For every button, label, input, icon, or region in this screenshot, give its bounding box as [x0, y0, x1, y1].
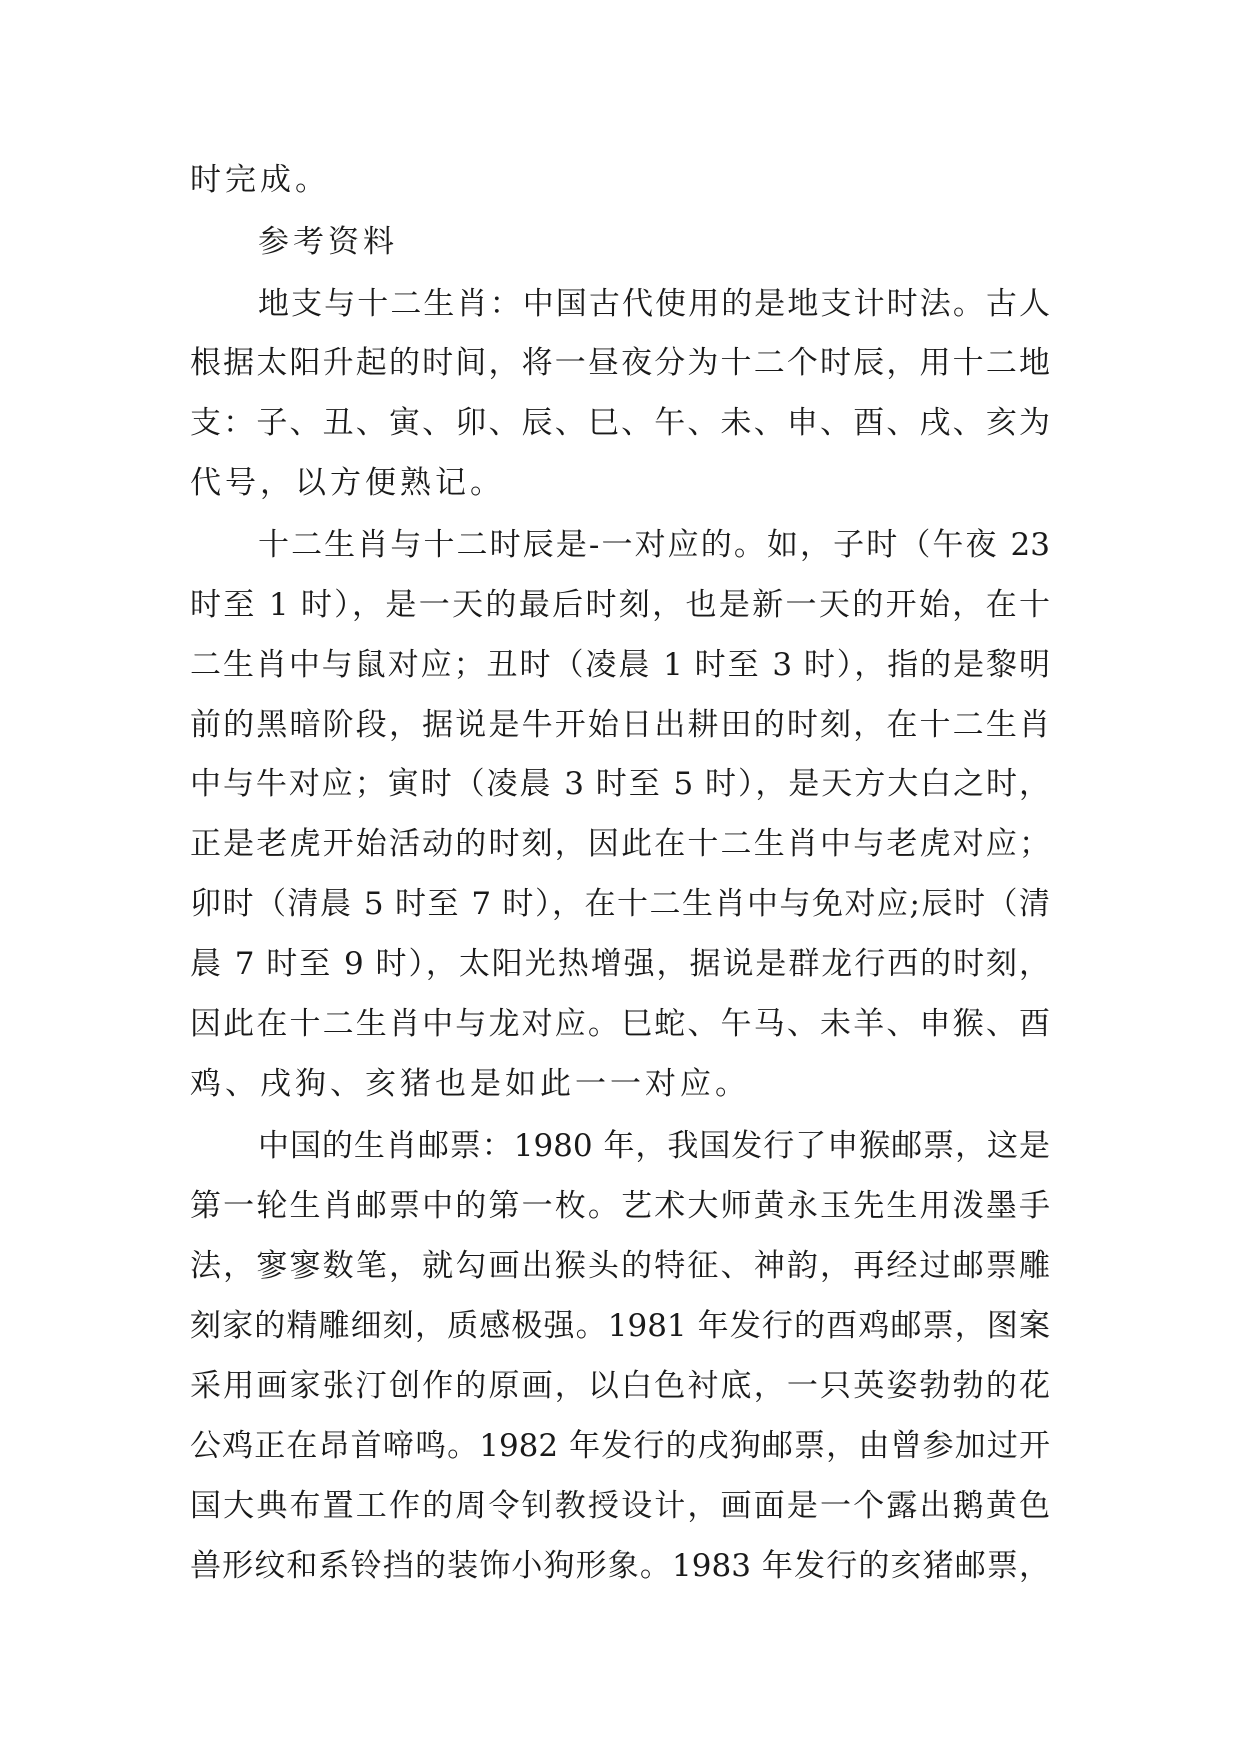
section-heading: 参考资料	[258, 224, 398, 260]
text-line: 代号，以方便熟记。	[190, 465, 505, 501]
text-line: 根据太阳升起的时间，将一昼夜分为十二个时辰，用十二地	[190, 345, 1050, 381]
text-line: 支：子、丑、寅、卯、辰、巳、午、未、申、酉、戌、亥为	[190, 405, 1050, 441]
text-line: 第一轮生肖邮票中的第一枚。艺术大师黄永玉先生用泼墨手	[190, 1188, 1050, 1224]
text-line: 中与牛对应；寅时（凌晨 3 时至 5 时），是天方大白之时，	[190, 766, 1050, 802]
text-line: 中国的生肖邮票：1980 年，我国发行了申猴邮票，这是	[258, 1128, 1050, 1164]
text-line: 二生肖中与鼠对应；丑时（凌晨 1 时至 3 时），指的是黎明	[190, 647, 1050, 683]
text-line: 时至 1 时），是一天的最后时刻，也是新一天的开始，在十	[190, 587, 1050, 623]
text-line: 前的黑暗阶段，据说是牛开始日出耕田的时刻，在十二生肖	[190, 707, 1050, 743]
text-line: 鸡、戌狗、亥猪也是如此一一对应。	[190, 1066, 750, 1102]
text-line: 国大典布置工作的周令钊教授设计，画面是一个露出鹅黄色	[190, 1488, 1050, 1524]
text-line: 地支与十二生肖：中国古代使用的是地支计时法。古人	[258, 286, 1050, 322]
text-line: 采用画家张汀创作的原画，以白色衬底，一只英姿勃勃的花	[190, 1368, 1050, 1404]
text-line: 正是老虎开始活动的时刻，因此在十二生肖中与老虎对应；	[190, 826, 1050, 862]
text-line: 公鸡正在昂首啼鸣。1982 年发行的戌狗邮票，由曾参加过开	[190, 1428, 1050, 1464]
text-line: 兽形纹和系铃挡的装饰小狗形象。1983 年发行的亥猪邮票，	[190, 1548, 1050, 1584]
text-line: 时完成。	[190, 162, 330, 198]
text-line: 因此在十二生肖中与龙对应。巳蛇、午马、未羊、申猴、酉	[190, 1006, 1050, 1042]
text-line: 卯时（清晨 5 时至 7 时），在十二生肖中与免对应;辰时（清	[190, 886, 1050, 922]
text-line: 法，寥寥数笔，就勾画出猴头的特征、神韵，再经过邮票雕	[190, 1248, 1050, 1284]
text-line: 晨 7 时至 9 时），太阳光热增强，据说是群龙行西的时刻，	[190, 946, 1050, 982]
text-line: 十二生肖与十二时辰是-一对应的。如，子时（午夜 23	[258, 527, 1050, 563]
text-line: 刻家的精雕细刻，质感极强。1981 年发行的酉鸡邮票，图案	[190, 1308, 1050, 1344]
